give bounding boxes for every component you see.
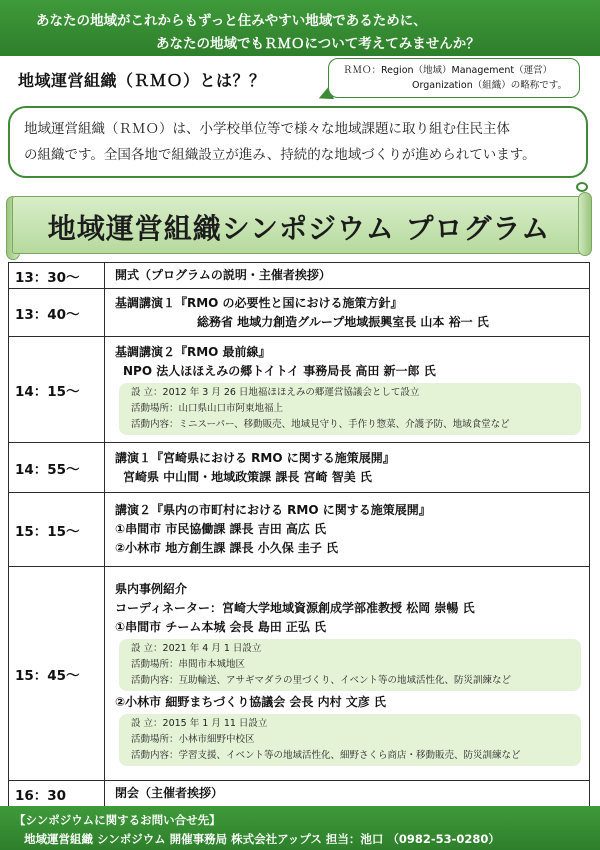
program-line: ①串間市 市民協働課 課長 吉田 高広 氏: [115, 522, 327, 536]
note-line-2: Organization（組織）の略称です。: [412, 80, 567, 91]
program-content: [105, 263, 590, 289]
program-line: 講演１『宮崎県における RMO に関する施策展開』: [115, 450, 395, 465]
program-row: [9, 493, 590, 567]
program-row: [9, 567, 590, 781]
program-time: 15：15～: [9, 493, 105, 567]
program-line: 閉会（主催者挨拶）: [115, 786, 224, 800]
note-line-1: ＲＭＯ：Region（地域）Management（運営）: [343, 65, 553, 76]
program-line: 講演２『県内の市町村における RMO に関する施策展開』: [115, 503, 431, 517]
detail-established: 設 立：2021 年 4 月 1 日設立: [131, 642, 262, 654]
program-line: 基調講演２『RMO 最前線』: [115, 344, 271, 359]
program-time: 16：30: [9, 781, 105, 807]
top-banner: [0, 0, 600, 56]
program-content: [105, 337, 590, 443]
program-line: 基調講演１『RMO の必要性と国における施策方針』: [115, 295, 403, 310]
program-line: 県内事例紹介: [115, 581, 188, 596]
program-line: ②小林市 細野まちづくり協議会 会長 内村 文彦 氏: [115, 694, 386, 709]
program-row: [9, 781, 590, 807]
contact-details: 地域運営組織 シンポジウム 開催事務局 株式会社アップス 担当：池口 （0982-53-0280）: [24, 832, 500, 846]
program-content: [105, 443, 590, 493]
program-row: [9, 443, 590, 493]
rmo-note-bubble: [328, 58, 580, 98]
rmo-heading: 地域運営組織（ＲＭＯ）とは？？: [18, 71, 266, 90]
organization-detail-box: [119, 714, 581, 766]
contact-footer: [0, 806, 600, 850]
program-content: [105, 289, 590, 337]
program-line: NPO 法人ほほえみの郷トイトイ 事務局長 高田 新一郎 氏: [123, 363, 436, 378]
organization-detail-box: [119, 383, 581, 435]
program-content: [105, 567, 590, 781]
program-line: ①串間市 チーム本城 会長 島田 正弘 氏: [115, 619, 327, 634]
program-row: [9, 263, 590, 289]
program-line: コーディネーター：宮崎大学地域資源創成学部准教授 松岡 崇暢 氏: [115, 600, 475, 615]
contact-heading: 【シンポジウムに関するお問い合せ先】: [14, 813, 221, 827]
detail-activities: 活動内容：ミニスーパー、移動販売、地域見守り、手作り惣菜、介護予防、地域食堂など: [131, 418, 510, 430]
program-time: 13：30～: [9, 263, 105, 289]
program-title-banner: [12, 196, 586, 254]
detail-activities: 活動内容：学習支援、イベント等の地域活性化、細野さくら商店・移動販売、防災訓練など: [131, 749, 521, 761]
program-time: 14：15～: [9, 337, 105, 443]
banner-line-1: あなたの地域がこれからもずっと住みやすい地域であるために、: [36, 13, 427, 29]
program-line: 総務省 地域力創造グループ地域振興室長 山本 裕一 氏: [197, 314, 489, 329]
program-time: 13：40～: [9, 289, 105, 337]
desc-line-1: 地域運営組織（ＲＭＯ）は、小学校単位等で様々な地域課題に取り組む住民主体: [24, 121, 510, 137]
program-row: [9, 337, 590, 443]
program-row: [9, 289, 590, 337]
program-content: [105, 493, 590, 567]
desc-line-2: の組織です。全国各地で組織設立が進み、持続的な地域づくりが進められています。: [24, 147, 536, 163]
program-line: ②小林市 地方創生課 課長 小久保 圭子 氏: [115, 541, 339, 555]
program-time: 14：55～: [9, 443, 105, 493]
program-time: 15：45～: [9, 567, 105, 781]
program-line: 宮崎県 中山間・地域政策課 課長 宮崎 智美 氏: [123, 469, 372, 484]
program-title: 地域運営組織シンポジウム プログラム: [47, 212, 551, 245]
program-content: [105, 781, 590, 807]
rmo-description-box: [8, 106, 588, 178]
bubble-dot: [576, 182, 588, 192]
detail-established: 設 立：2012 年 3 月 26 日地福ほほえみの郷運営協議会として設立: [131, 386, 420, 398]
detail-location: 活動場所：串間市本城地区: [131, 658, 246, 670]
program-table: [8, 262, 590, 807]
detail-location: 活動場所：山口県山口市阿東地福上: [131, 402, 284, 414]
scroll-right-curl: [578, 192, 592, 256]
program-line: 開式（プログラムの説明・主催者挨拶）: [115, 268, 331, 282]
detail-established: 設 立：2015 年 1 月 11 日設立: [131, 717, 268, 729]
banner-line-2: あなたの地域でもＲＭＯについて考えてみませんか？: [156, 36, 480, 52]
detail-activities: 活動内容：互助輸送、アサギマダラの里づくり、イベント等の地域活性化、防災訓練など: [131, 674, 512, 686]
organization-detail-box: [119, 639, 581, 691]
detail-location: 活動場所：小林市細野中校区: [131, 733, 255, 745]
